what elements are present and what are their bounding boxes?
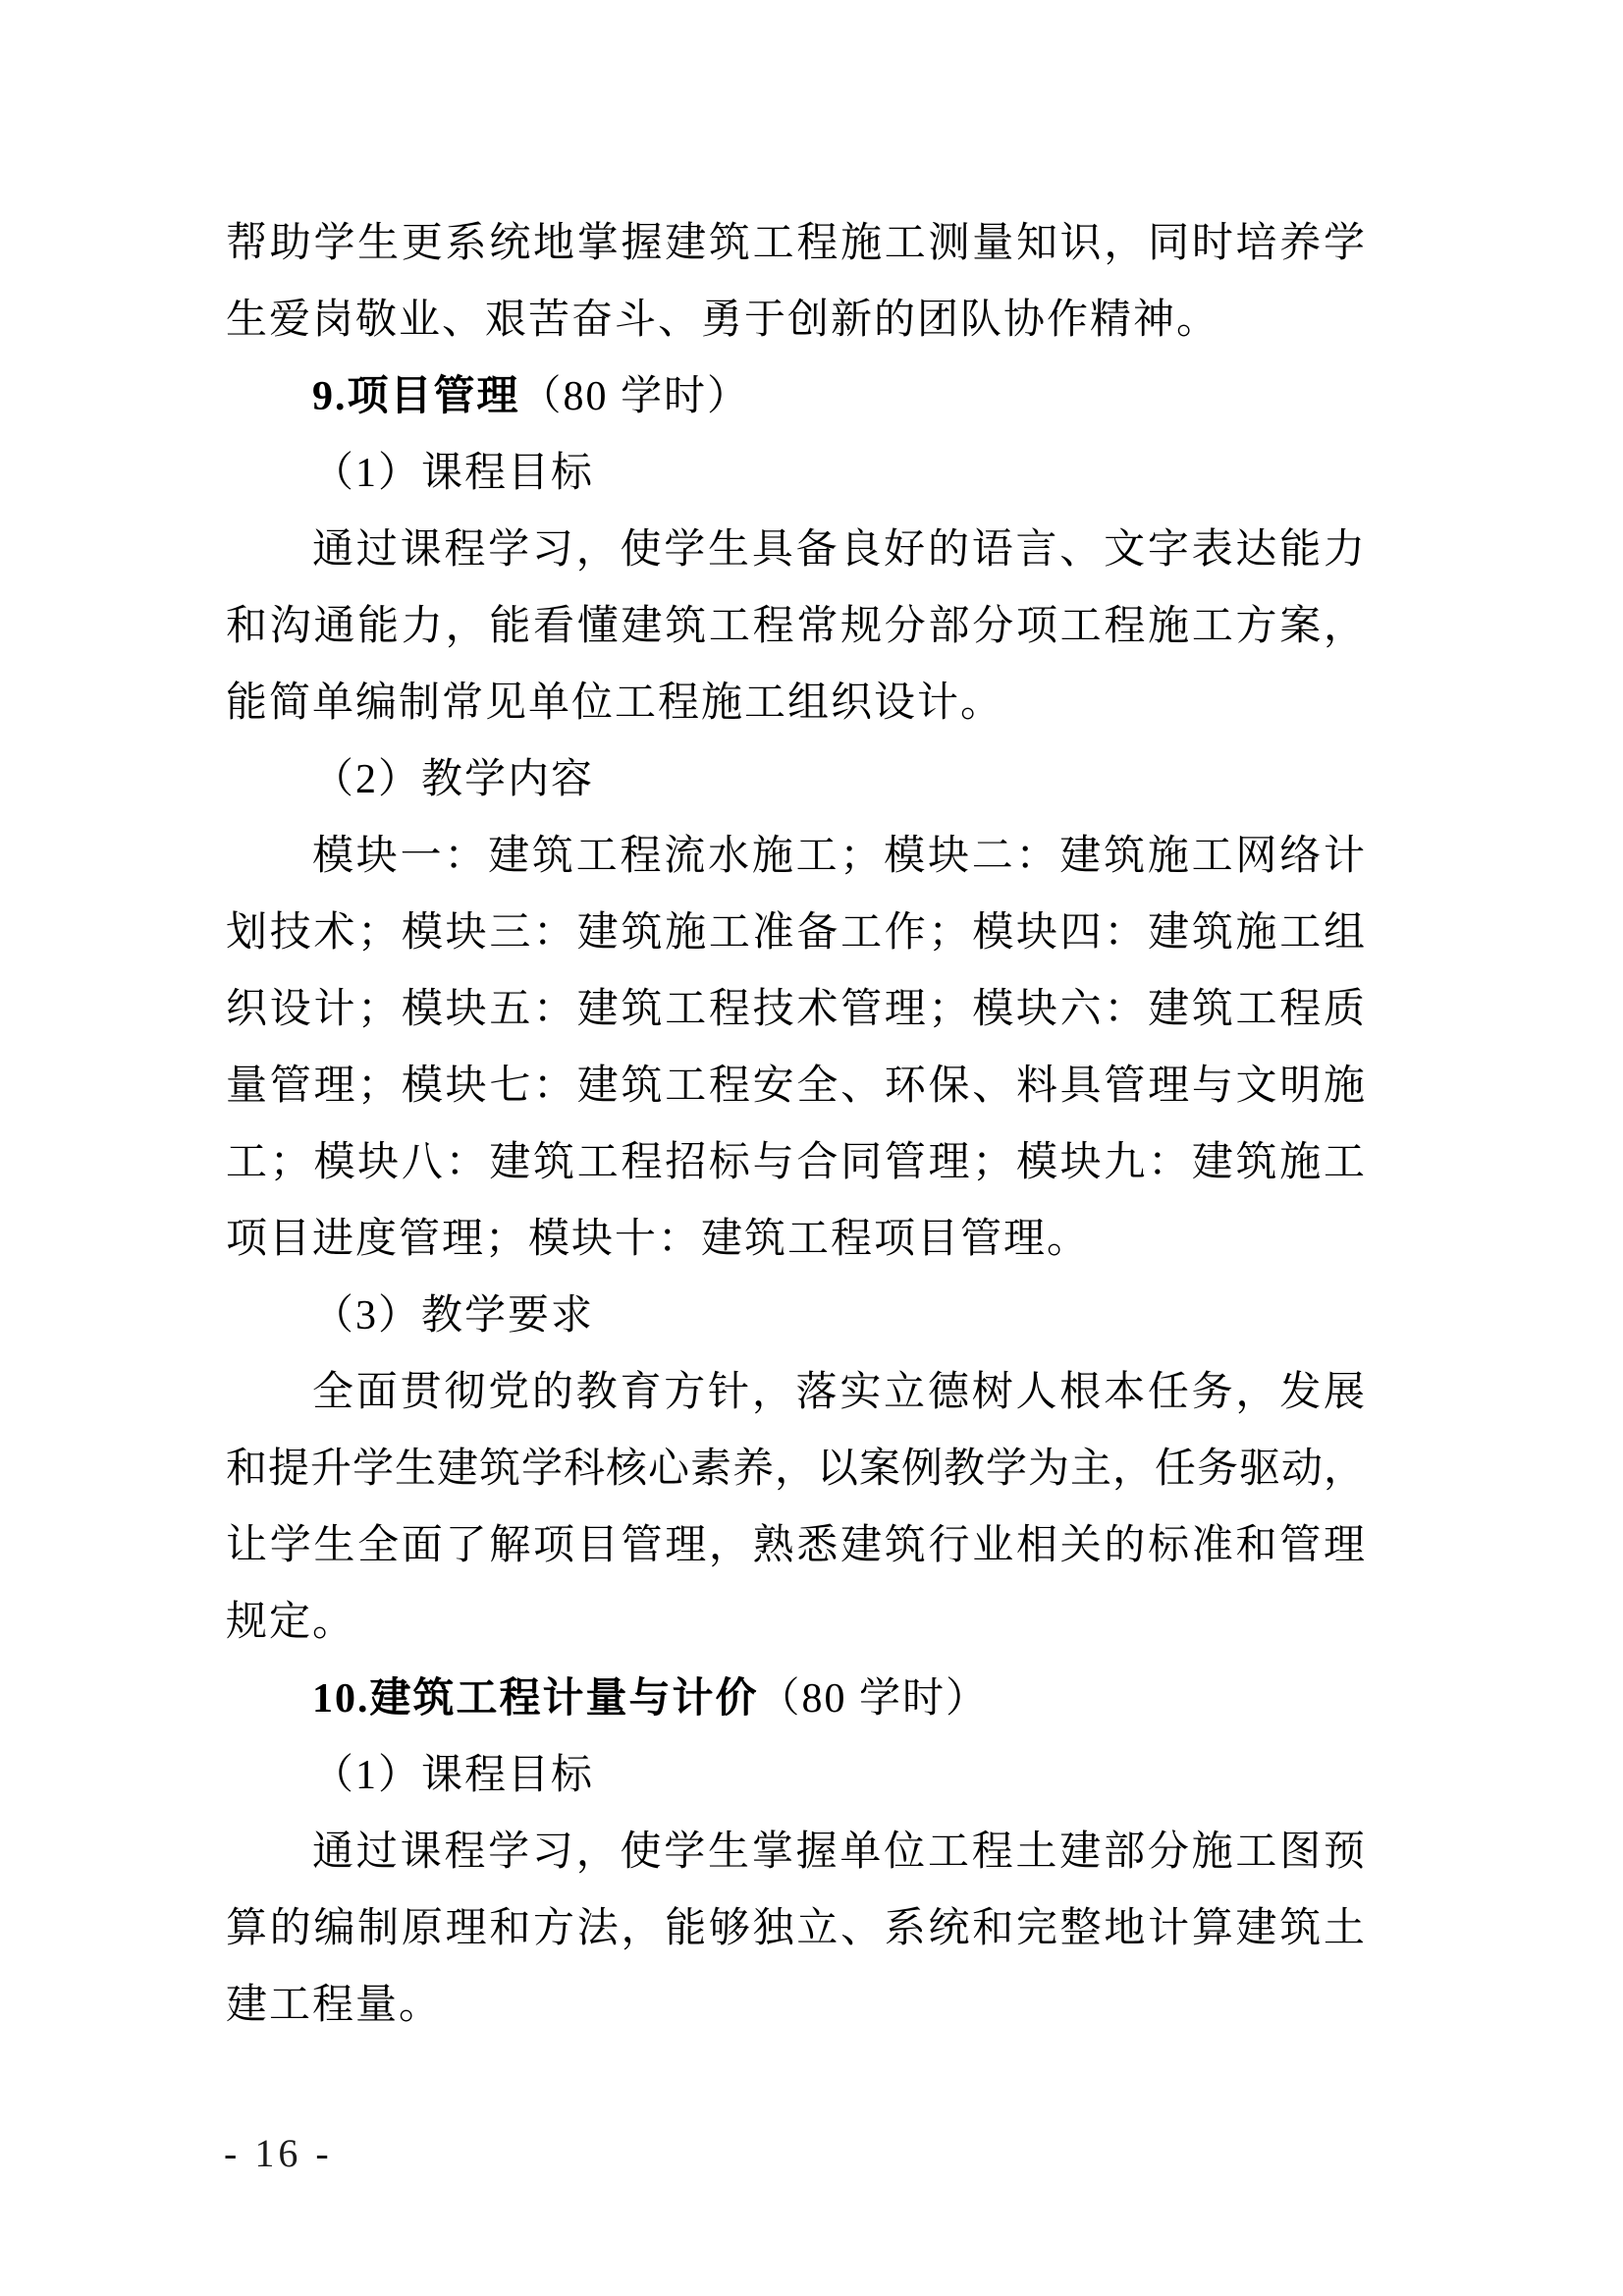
text-line [226,1201,1365,1278]
text-run: 让学生全面了解项目管理，熟悉建筑行业相关的标准和管理 [226,1523,1365,1568]
text-line [226,1967,1365,2044]
text-run: 生爱岗敬业、艰苦奋斗、勇于创新的团队协作精神。 [226,298,1220,343]
text-run: 量管理；模块七：建筑工程安全、环保、料具管理与文明施 [226,1064,1365,1109]
text-line [226,1431,1365,1507]
text-run: 和沟通能力，能看懂建筑工程常规分部分项工程施工方案， [226,604,1365,649]
text-line [226,435,1365,512]
text-line [226,1354,1365,1431]
text-run: 和提升学生建筑学科核心素养，以案例教学为主，任务驱动， [226,1447,1365,1492]
text-line [226,1890,1365,1967]
text-line [226,205,1365,282]
text-line [226,895,1365,971]
text-run: 织设计；模块五：建筑工程技术管理；模块六：建筑工程质 [226,987,1365,1032]
text-run: 划技术；模块三：建筑施工准备工作；模块四：建筑施工组 [226,910,1365,956]
document-text-block [226,205,1365,2044]
text-run: 模块一：建筑工程流水施工；模块二：建筑施工网络计 [312,834,1365,879]
text-line [226,1507,1365,1584]
text-run: 能简单编制常见单位工程施工组织设计。 [226,681,1004,726]
text-run: 项目进度管理；模块十：建筑工程项目管理。 [226,1217,1091,1262]
text-run: （3）教学要求 [312,1293,595,1339]
text-line [226,1278,1365,1354]
text-line [226,741,1365,818]
text-line [226,282,1365,358]
text-run: （1）课程目标 [312,1753,595,1798]
text-run: （80 学时） [758,1676,990,1722]
heading-text-run: 9.项目管理 [312,374,520,419]
text-run: （80 学时） [519,374,751,419]
text-run: 建工程量。 [226,1983,443,2028]
text-line [226,818,1365,895]
text-line [226,665,1365,741]
text-line [226,1048,1365,1124]
text-run: 通过课程学习，使学生具备良好的语言、文字表达能力 [312,527,1365,573]
text-run: （1）课程目标 [312,451,595,496]
text-run: 算的编制原理和方法，能够独立、系统和完整地计算建筑土 [226,1906,1365,1951]
text-line [226,588,1365,665]
text-run: 规定。 [226,1600,356,1645]
text-run: 通过课程学习，使学生掌握单位工程土建部分施工图预 [312,1830,1365,1875]
text-run: 帮助学生更系统地掌握建筑工程施工测量知识，同时培养学 [226,221,1365,266]
text-run: 工；模块八：建筑工程招标与合同管理；模块九：建筑施工 [226,1140,1365,1185]
text-line [226,358,1365,435]
text-line [226,971,1365,1048]
text-line [226,1124,1365,1201]
text-line [226,1661,1365,1737]
text-run: （2）教学内容 [312,757,595,802]
text-line [226,1737,1365,1814]
text-line [226,1814,1365,1890]
text-line [226,1584,1365,1661]
text-run: 全面贯彻党的教育方针，落实立德树人根本任务，发展 [312,1370,1365,1415]
heading-text-run: 10.建筑工程计量与计价 [312,1676,759,1722]
text-line [226,512,1365,588]
page-number: - 16 - [224,2131,333,2175]
